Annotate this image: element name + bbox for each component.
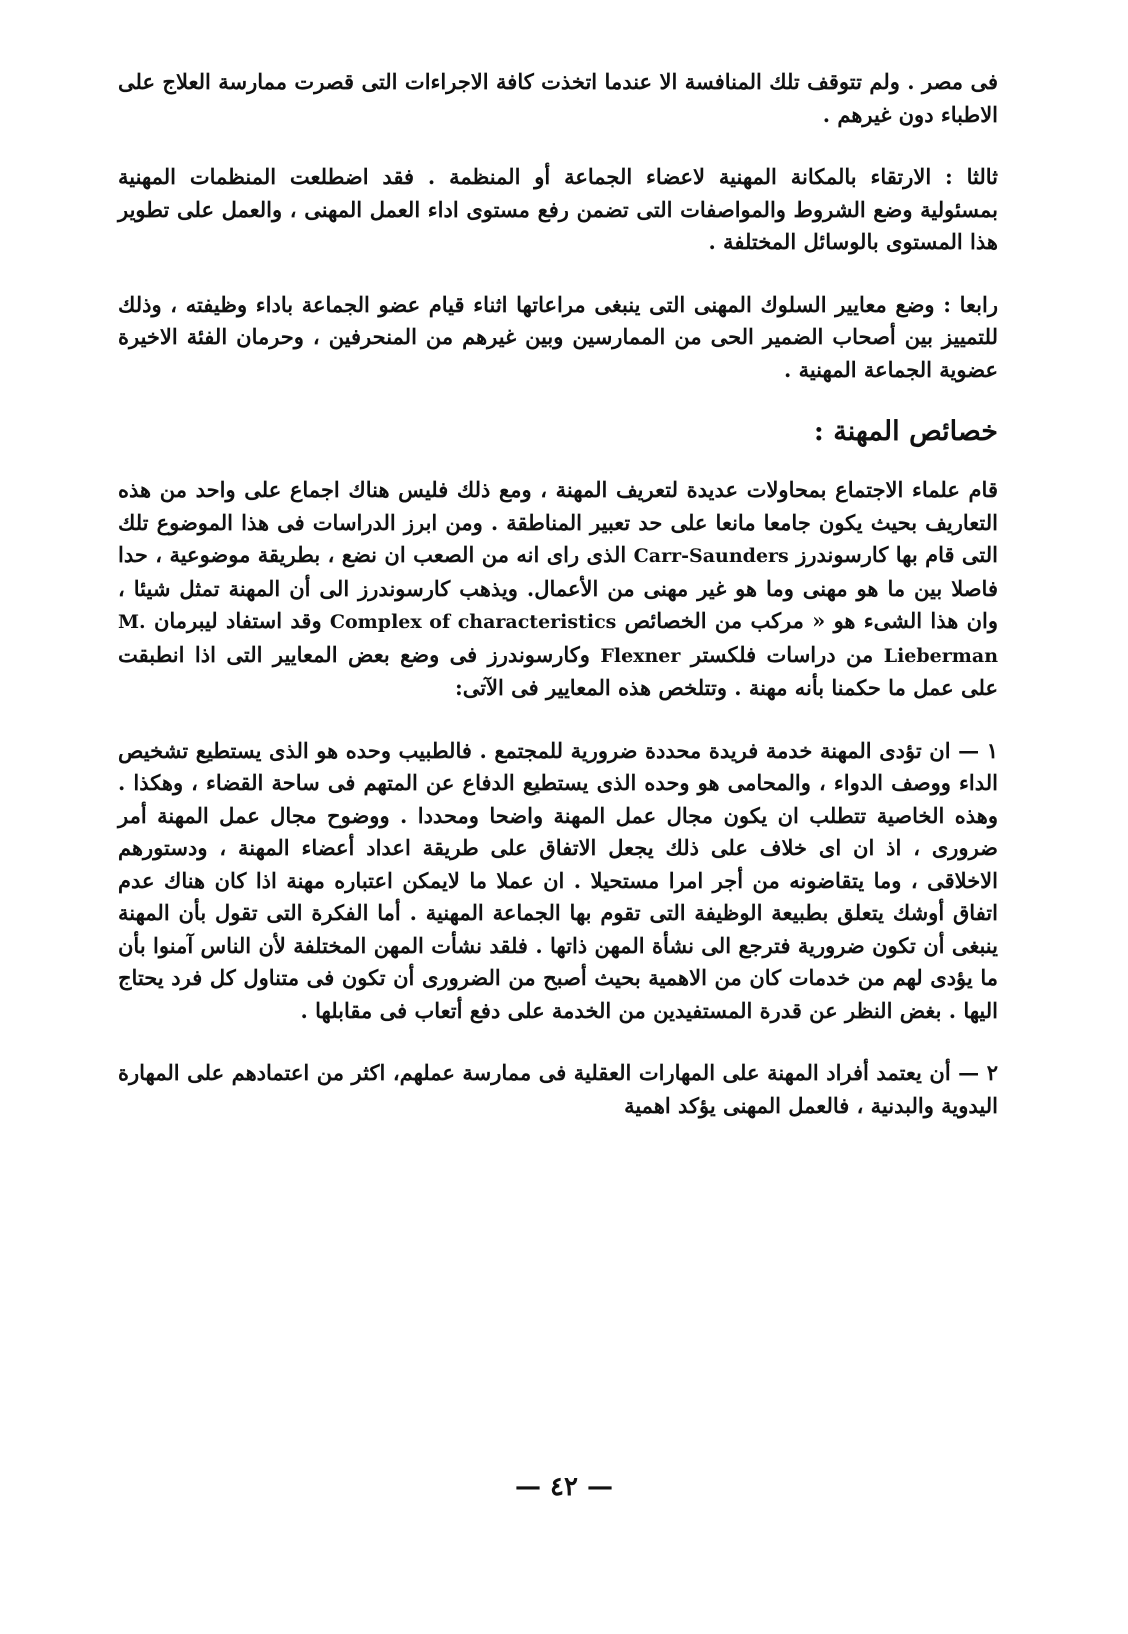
page-number: — ٤٢ — <box>514 1472 614 1502</box>
paragraph-1-text: فى مصر . ولم تتوقف تلك المنافسة الا عندما اتخذت كافة الاجراءات التى قصرت ممارسة العلاج على الاطباء دون غيرهم . <box>118 69 998 127</box>
criterion-2-text: ٢ — أن يعتمد أفراد المهنة على المهارات العقلية فى ممارسة عملهم، اكثر من اعتمادهم على المهارة اليدوية والبدنية ، فالعمل المهنى يؤكد اهمية <box>118 1060 998 1118</box>
paragraph-third-text: الارتقاء بالمكانة المهنية لاعضاء الجماعة أو المنظمة . فقد اضطلعت المنظمات المهنية بمسئولية وضع الشروط والمواصفات التى تضمن رفع مستوى اداء العمل المهنى ، والعمل على تطوير هذا المستوى بالوسائل المختلفة . <box>118 164 998 254</box>
paragraph-fourth <box>118 289 998 387</box>
latin-term-carr-saunders: Carr-Saunders <box>633 545 789 567</box>
intro-text-1: قام علماء الاجتماع بمحاولات عديدة لتعريف المهنة ، ومع ذلك فليس هناك اجماع على واحد من هذه التعاريف بحيث يكون جامعا مانعا على حد تعبير المناطقة . ومن ابرز الدراسات فى هذا الموضوع تلك التى قام بها كارسوندرز <box>118 477 999 567</box>
paragraph-third-lead: ثالثا : <box>945 164 998 189</box>
latin-term-flexner: Flexner <box>600 644 681 667</box>
paragraph-fourth-text: وضع معايير السلوك المهنى التى ينبغى مراعاتها اثناء قيام عضو الجماعة باداء وظيفته ، وذلك للتمييز بين أصحاب الضمير الحى من الممارسين وبين غيرهم من المنحرفين ، وحرمان الفئة الاخيرة عضوية الجماعة المهنية . <box>118 291 998 382</box>
criterion-1 <box>118 735 998 1028</box>
intro-text-4: من دراسات فلكستر <box>690 641 874 667</box>
paragraph-1 <box>118 66 998 131</box>
criterion-2 <box>118 1057 998 1122</box>
section-heading: خصائص المهنة : <box>813 416 998 447</box>
latin-term-complex: Complex of characteristics <box>329 611 617 633</box>
intro-text-2: الذى راى انه من الصعب ان نضع ، بطريقة موضوعية ، حدا فاصلا بين ما هو مهنى وما هو غير مهنى من الأعمال. ويذهب كارسوندرز الى أن المهنة تمثل شيئا ، وان هذا الشىء هو « مركب من الخصائص <box>118 542 999 633</box>
intro-text-5: وكارسوندرز فى وضع بعض المعايير التى اذا انطبقت على عمل ما حكمنا بأنه مهنة . وتتلخص هذه المعايير فى الآتى: <box>118 641 998 700</box>
paragraph-third <box>118 161 998 259</box>
latin-term-lieberman: M. Lieberman <box>118 611 999 667</box>
criterion-1-text: ١ — ان تؤدى المهنة خدمة فريدة محددة ضرورية للمجتمع . فالطبيب وحده هو الذى يستطيع تشخيص الداء ووصف الدواء ، والمحامى هو وحده الذى يستطيع الدفاع عن المتهم فى ساحة القضاء ، وهكذا . وهذه الخاصية تتطلب ان يكون مجال عمل المهنة واضحا ومحددا . ووضوح مجال عمل المهنة أمر ضرورى ، اذ ان اى خلاف على ذلك يجعل الاتفاق على طريقة اعداد أعضاء المهنة ، ودستورهم الاخلاقى ، وما يتقاضونه من أجر امرا مستحيلا . ان عملا ما لايمكن اعتباره مهنة اذا كان هناك عدم اتفاق أوشك يتعلق بطبيعة الوظيفة التى تقوم بها الجماعة المهنية . أما الفكرة التى تقول بأن المهنة ينبغى أن تكون ضرورية فترجع الى نشأة المهن ذاتها . فلقد نشأت المهن المختلفة لأن الناس آمنوا بأن ما يؤدى لهم من خدمات كان من الاهمية بحيث أصبح من الضرورى أن تكون فى متناول كل فرد يحتاج اليها . بغض النظر عن قدرة المستفيدين من الخدمة على دفع أتعاب فى مقابلها . <box>118 737 998 1023</box>
paragraph-characteristics-intro <box>118 474 998 705</box>
paragraph-fourth-lead: رابعا : <box>943 291 998 317</box>
intro-text-3: وقد استفاد ليبرمان <box>153 608 322 633</box>
document-page <box>118 66 998 1122</box>
